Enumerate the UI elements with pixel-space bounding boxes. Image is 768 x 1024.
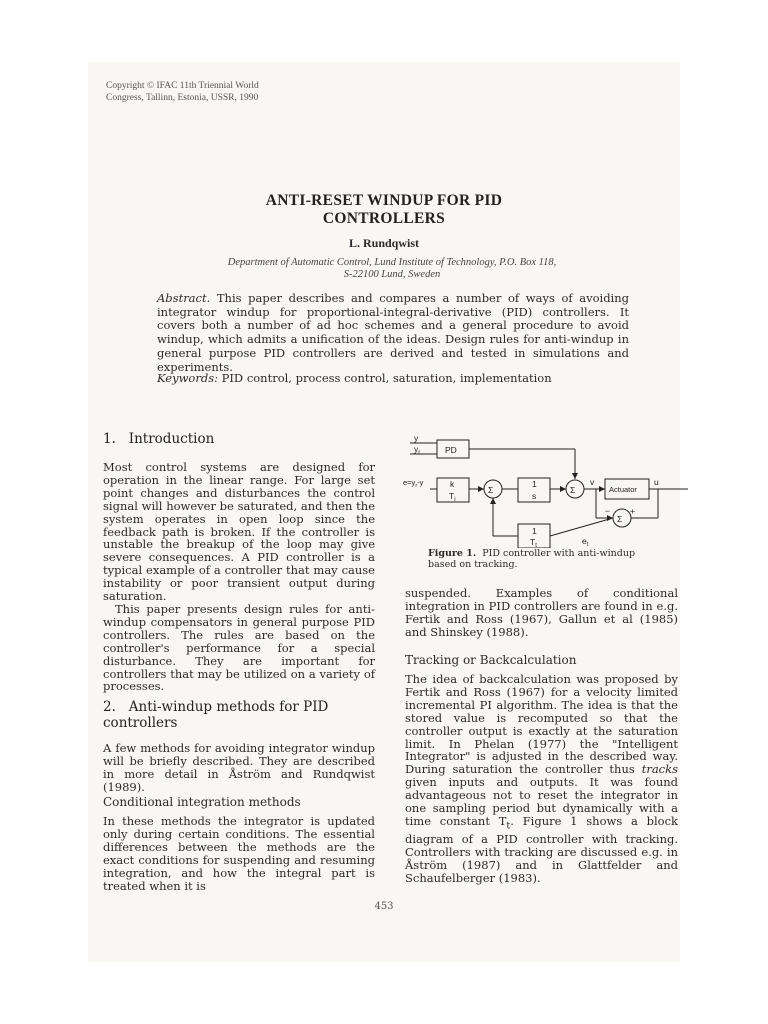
gain-ti-label: $T_i$ [449,491,456,503]
keywords-text: PID control, process control, saturation, implementation [221,371,552,385]
copyright-line: Congress, Tallinn, Estonia, USSR, 1990 [106,93,259,103]
signal-y-label: y [414,433,419,443]
paragraph: This paper presents design rules for anti-windup compensators in general purpose PID controllers. The rules are based on the controller's performance for a special disturbance. They are important for controllers that may be utilized on a variety of processes. [103,601,375,694]
signal-et-label: $e_t$ [582,536,589,548]
caption-label: Figure 1. [428,548,477,559]
paragraph: Most control systems are designed for operation in the linear range. For large set point changes and disturbances the control signal will however be saturated, and then the system operates in open loop since the feedback path is broken. If the controller is unstable the breakup of the loop may give severe consequences. A PID controller is a typical example of a controller that may cause instability or poor transient output during saturation. [103,460,375,604]
pid-tracking-block-diagram [400,432,690,548]
sum-symbol: Σ [617,514,623,524]
figure-caption [428,548,678,570]
section-title: Anti-windup methods for PID [128,699,329,715]
minus-sign: − [605,506,610,516]
keywords-label: Keywords: [157,371,218,385]
title-line: ANTI-RESET WINDUP FOR PID [265,192,503,209]
paper-title [0,192,768,228]
sum-symbol: Σ [488,485,494,495]
plus-sign: + [630,506,635,516]
title-line: CONTROLLERS [322,210,446,227]
signal-e-label: $e=y_r-y$ [403,478,424,489]
actuator-label: Actuator [609,485,637,494]
paragraph: In these methods the integrator is updated only during certain conditions. The essential differences between the methods are the exact conditions for suspending and resuming integration, and how the integral part is treated when it is [103,814,375,893]
section-number: 2. [103,699,116,715]
section-title-continued: controllers [103,715,178,731]
caption-text: based on tracking. [428,559,518,570]
paragraph: suspended. Examples of conditional integration in PID controllers are found in e.g. Fertik and Ross (1967), Gallun et al (1985) and Shinskey (1988). [405,586,678,639]
paragraph: The idea of backcalculation was proposed by Fertik and Ross (1967) for a velocity limited incremental PI algorithm. The idea is that the stored value is recomputed so that the controller output is exactly at the saturation limit. In Phelan (1977) the "Intelligent Integrator" is adjusted in the described way. During saturation the controller thus tracks given inputs and outputs. It was found advantageous not to reset the integrator in one sampling period but dynamically with a time constant $T_t$. Figure 1 shows a block diagram of a PID controller with tracking. Controllers with tracking are discussed e.g. in Åström (1987) and in Glattfelder and Schaufelberger (1983). [405,672,679,885]
signal-u-label: u [654,477,659,487]
author-affiliation [0,257,768,281]
emphasis-tracks: tracks [641,762,678,777]
tracking-body [405,673,678,885]
intro-body [103,461,375,693]
page-number: 453 [374,901,394,912]
conditional-integration-continued [405,587,678,639]
caption-text: PID controller with anti-windup [482,548,636,559]
gain-k-label: k [450,479,455,489]
section-title: Introduction [128,431,215,447]
pd-label: PD [445,445,457,455]
copyright-notice [106,80,259,104]
conditional-integration-body [103,815,375,892]
abstract [157,292,629,374]
tracking-den: $T_t$ [530,537,537,548]
abstract-text: This paper describes and compares a number of ways of avoiding integrator windup for proportional-integral-derivative (PID) controllers. It covers both a number of ad hoc schemes and a general procedure to avoid windup, which admits a unification of the ideas. Design rules for anti-windup in general purpose PID controllers are derived and tested in simulations and experiments. [157,291,629,374]
abstract-label: Abstract. [157,291,211,305]
tracking-num: 1 [532,526,537,536]
subsection-heading: Conditional integration methods [103,795,301,809]
signal-yr-label: $y_r$ [414,444,421,456]
sum-symbol: Σ [570,485,576,495]
author-name: L. Rundqwist [348,236,420,250]
integrator-num: 1 [532,479,537,489]
section-heading-anti-windup [103,699,383,731]
copyright-line: Copyright © IFAC 11th Triennial World [106,81,259,91]
keywords [157,371,629,385]
signal-v-label: v [590,477,595,487]
affiliation-line: S-22100 Lund, Sweden [343,269,441,280]
subsection-heading: Tracking or Backcalculation [405,653,577,667]
section-number: 1. [103,431,116,447]
integrator-den: s [532,491,537,501]
affiliation-line: Department of Automatic Control, Lund Institute of Technology, P.O. Box 118, [227,257,557,268]
section-heading-introduction [103,431,214,448]
section2-intro [103,742,375,794]
paragraph: A few methods for avoiding integrator windup will be briefly described. They are described in more detail in Åström and Rundqwist (1989). [103,741,375,794]
